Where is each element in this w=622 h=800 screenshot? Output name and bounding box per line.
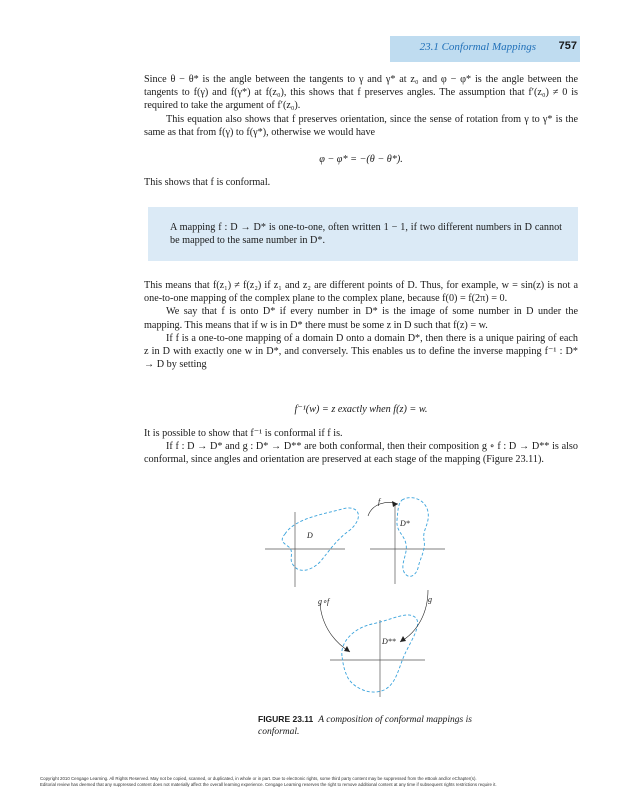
body-block-1: [144, 73, 578, 139]
label-Dstarstar: D**: [382, 637, 396, 646]
paragraph-onto: We say that f is onto D* if every number in D* is the image of some number in D under the mapping. This means that if w is in D* there must be some z in D such that f(z) = w.: [144, 306, 578, 331]
paragraph-composition: If f : D → D* and g : D* → D** are both conformal, then their composition g ∘ f : D → D** is also conformal, since angles and orientation are preserved at each stage of the mapping (Figure 23.11).: [144, 441, 578, 466]
definition-one-to-one: A mapping f : D → D* is one-to-one, often written 1 − 1, if two different numbers in D cannot be mapped to the same number in D*.: [170, 222, 562, 247]
paragraph-one-to-one-example: This means that f(z₁) ≠ f(z₂) if z₁ and z₂ are different points of D. Thus, for example, w = sin(z) is not a one-to-one mapping of the complex plane to the complex plane, because f(0) = f(2π) = 0.: [144, 280, 578, 305]
paragraph-inverse: If f is a one-to-one mapping of a domain D onto a domain D*, then there is a unique pairing of each z in D with exactly one w in D*, and conversely. This enables us to define the inverse mapping f⁻¹ : D* → D by setting: [144, 332, 578, 371]
figure-caption-text: A composition of conformal mappings is conformal.: [258, 715, 472, 737]
label-g: g: [428, 595, 432, 604]
label-gof: g∘f: [318, 597, 330, 606]
domain-D-boundary: [282, 508, 358, 570]
domain-Dstar-boundary: [397, 498, 428, 577]
arrow-gof: [320, 604, 350, 652]
paragraph-angles: Since θ − θ* is the angle between the tangents to γ and γ* at z₀ and φ − φ* is the angle between the tangents to f(γ) and f(γ*) at f(z₀), this shows that f preserves angles. The assumption that f′(z₀) ≠ 0 is required to take the argument of f′(z₀).: [144, 74, 578, 112]
figure-23-11: [250, 492, 470, 700]
label-Dstar: D*: [400, 519, 410, 528]
composition-diagram: [250, 492, 470, 700]
footer-line-1: Copyright 2010 Cengage Learning. All Rights Reserved. May not be copied, scanned, or duplicated, in whole or in part. Due to electronic rights, some third party content may be suppressed from the eBook and/or eChapter(s).: [40, 776, 477, 781]
equation-phi: φ − φ* = −(θ − θ*).: [319, 154, 403, 165]
copyright-footer: [40, 776, 600, 788]
body-block-3: [144, 279, 578, 371]
footer-line-2: Editorial review has deemed that any suppressed content does not materially affect the overall learning experience. Cengage Learning reserves the right to remove additional content at any time if subsequent rights restrictions require it.: [40, 782, 497, 787]
equation-inverse: f⁻¹(w) = z exactly when f(z) = w.: [294, 404, 428, 415]
section-title: 23.1 Conformal Mappings: [419, 41, 536, 53]
paragraph-conformal: This shows that f is conformal.: [144, 177, 271, 188]
arrowhead-gof: [344, 646, 350, 652]
figure-caption: [258, 713, 478, 738]
body-block-4: [144, 427, 578, 467]
label-f: f: [378, 497, 381, 506]
paragraph-orientation: This equation also shows that f preserves orientation, since the sense of rotation from γ to γ* is the same as that from f(γ) to f(γ*), otherwise we would have: [144, 113, 578, 138]
figure-number: FIGURE 23.11: [258, 714, 314, 724]
paragraph-inverse-conformal: It is possible to show that f⁻¹ is conformal if f is.: [144, 428, 343, 439]
label-D: D: [307, 531, 313, 540]
body-block-2: [144, 176, 578, 189]
page-header: [0, 0, 622, 66]
page-number: 757: [558, 40, 577, 52]
